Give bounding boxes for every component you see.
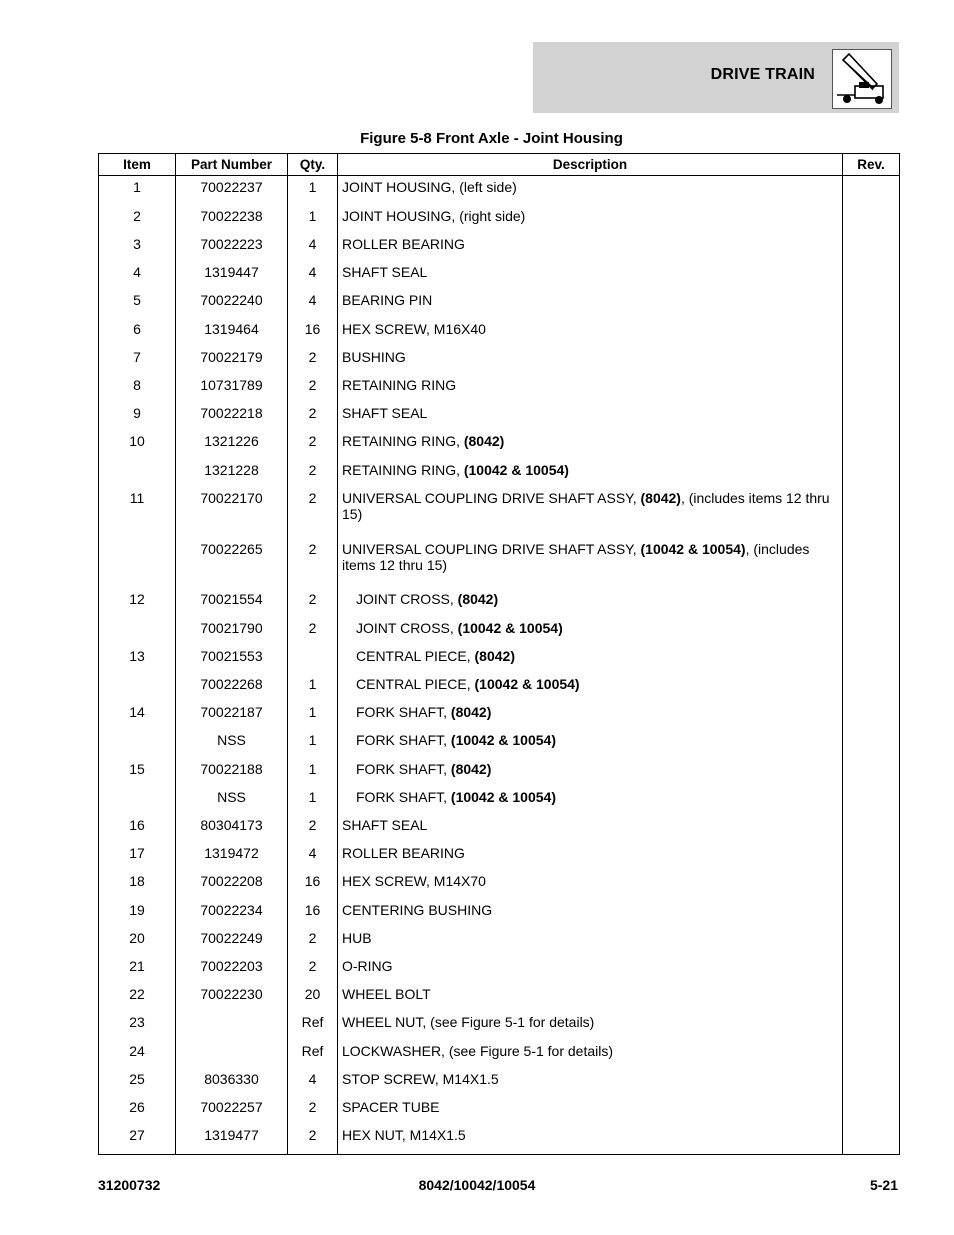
item-cell [99, 730, 176, 758]
model-applicability: (10042 & 10054) [457, 619, 563, 636]
table-row [99, 1041, 900, 1069]
description-text: SHAFT SEAL [342, 264, 428, 281]
description-text: O-RING [342, 958, 393, 975]
part-number-cell: 70022170 [176, 488, 288, 539]
qty-cell: 1 [288, 176, 338, 206]
description-cell [338, 460, 843, 488]
table-row [99, 460, 900, 488]
table-row [99, 871, 900, 899]
item-cell: 22 [99, 984, 176, 1012]
table-row [99, 730, 900, 758]
vehicle-drivetrain-icon [832, 49, 892, 109]
qty-cell: 1 [288, 702, 338, 730]
item-cell: 20 [99, 928, 176, 956]
table-row [99, 618, 900, 646]
part-number-cell: 70022188 [176, 759, 288, 787]
qty-cell: 16 [288, 900, 338, 928]
column-header-description: Description [338, 154, 843, 176]
description-text: ROLLER BEARING [342, 845, 465, 862]
model-numbers: 8042/10042/10054 [418, 1177, 536, 1193]
model-applicability: (8042) [463, 433, 505, 450]
item-cell: 3 [99, 234, 176, 262]
description-cell [338, 176, 843, 206]
description-cell [338, 539, 843, 590]
table-row [99, 403, 900, 431]
qty-cell: 4 [288, 843, 338, 871]
empty-cell [99, 1153, 176, 1154]
description-cell [338, 290, 843, 318]
item-cell: 25 [99, 1069, 176, 1097]
rev-cell [843, 1125, 900, 1153]
description-cell [338, 900, 843, 928]
description-cell [338, 262, 843, 290]
description-cell [338, 843, 843, 871]
part-number-cell: 80304173 [176, 815, 288, 843]
document-number: 31200732 [98, 1177, 161, 1193]
item-cell: 8 [99, 375, 176, 403]
empty-cell [338, 1153, 843, 1154]
description-cell [338, 646, 843, 674]
parts-table-body [99, 176, 900, 1155]
rev-cell [843, 403, 900, 431]
description-text: ROLLER BEARING [342, 236, 465, 253]
table-row [99, 347, 900, 375]
qty-cell: 2 [288, 589, 338, 617]
rev-cell [843, 984, 900, 1012]
model-applicability: (10042 & 10054) [450, 788, 556, 805]
rev-cell [843, 843, 900, 871]
qty-cell: 4 [288, 290, 338, 318]
description-text: JOINT HOUSING, (right side) [342, 207, 526, 224]
part-number-cell: 70021554 [176, 589, 288, 617]
item-cell: 23 [99, 1012, 176, 1040]
description-text: FORK SHAFT, [356, 788, 451, 805]
item-cell [99, 618, 176, 646]
qty-cell: 2 [288, 460, 338, 488]
item-cell: 1 [99, 176, 176, 206]
item-cell [99, 674, 176, 702]
description-cell [338, 702, 843, 730]
table-row [99, 815, 900, 843]
part-number-cell: 1321226 [176, 431, 288, 459]
qty-cell: 16 [288, 871, 338, 899]
description-text: FORK SHAFT, [356, 704, 451, 721]
item-cell [99, 539, 176, 590]
description-text: UNIVERSAL COUPLING DRIVE SHAFT ASSY, [342, 489, 641, 506]
qty-cell: 1 [288, 787, 338, 815]
part-number-cell: 70022257 [176, 1097, 288, 1125]
description-cell [338, 488, 843, 539]
item-cell: 12 [99, 589, 176, 617]
rev-cell [843, 787, 900, 815]
qty-cell: 2 [288, 431, 338, 459]
description-cell [338, 928, 843, 956]
table-row [99, 1125, 900, 1153]
part-number-cell: 1319464 [176, 319, 288, 347]
description-cell [338, 759, 843, 787]
qty-cell: 16 [288, 319, 338, 347]
column-header-item: Item [99, 154, 176, 176]
description-cell [338, 871, 843, 899]
description-cell [338, 206, 843, 234]
section-header [533, 42, 899, 113]
qty-cell: 1 [288, 730, 338, 758]
table-row [99, 702, 900, 730]
qty-cell: 2 [288, 488, 338, 539]
item-cell: 18 [99, 871, 176, 899]
description-cell [338, 347, 843, 375]
table-row [99, 539, 900, 590]
page-number: 5-21 [869, 1177, 898, 1193]
part-number-cell: 70022234 [176, 900, 288, 928]
description-cell [338, 1012, 843, 1040]
description-cell [338, 730, 843, 758]
qty-cell: 2 [288, 956, 338, 984]
description-text: JOINT HOUSING, (left side) [342, 179, 517, 195]
part-number-cell: 70022223 [176, 234, 288, 262]
model-applicability: (8042) [457, 591, 499, 608]
item-cell: 24 [99, 1041, 176, 1069]
rev-cell [843, 1097, 900, 1125]
item-cell: 27 [99, 1125, 176, 1153]
description-cell [338, 431, 843, 459]
description-text: FORK SHAFT, [356, 760, 451, 777]
table-row [99, 176, 900, 206]
part-number-cell: 1319447 [176, 262, 288, 290]
description-text: RETAINING RING [342, 377, 457, 394]
table-row [99, 206, 900, 234]
rev-cell [843, 488, 900, 539]
description-text: JOINT CROSS, [356, 619, 458, 636]
qty-cell: Ref [288, 1041, 338, 1069]
empty-cell [176, 1153, 288, 1154]
rev-cell [843, 815, 900, 843]
item-cell: 13 [99, 646, 176, 674]
item-cell: 16 [99, 815, 176, 843]
description-cell [338, 956, 843, 984]
part-number-cell: 70022240 [176, 290, 288, 318]
part-number-cell [176, 1041, 288, 1069]
table-row [99, 900, 900, 928]
part-number-cell: 70022265 [176, 539, 288, 590]
description-text: HEX NUT, M14X1.5 [342, 1127, 466, 1144]
description-text: HUB [342, 929, 372, 946]
qty-cell: 2 [288, 928, 338, 956]
qty-cell: 2 [288, 618, 338, 646]
description-text: SPACER TUBE [342, 1099, 440, 1116]
qty-cell: 4 [288, 234, 338, 262]
item-cell: 9 [99, 403, 176, 431]
description-text: RETAINING RING, [342, 461, 464, 478]
qty-cell: 2 [288, 539, 338, 590]
rev-cell [843, 539, 900, 590]
table-row [99, 674, 900, 702]
table-row [99, 956, 900, 984]
table-row [99, 1069, 900, 1097]
description-text: SHAFT SEAL [342, 817, 428, 834]
description-text: , (includes items 12 thru 15) [342, 540, 810, 573]
description-text: CENTERING BUSHING [342, 901, 493, 918]
table-row [99, 375, 900, 403]
parts-table [98, 153, 900, 1155]
description-cell [338, 1041, 843, 1069]
qty-cell: 1 [288, 759, 338, 787]
description-text: HEX SCREW, M16X40 [342, 320, 486, 337]
description-text: SHAFT SEAL [342, 405, 428, 422]
part-number-cell: 70021790 [176, 618, 288, 646]
table-header-row [99, 154, 900, 176]
table-row [99, 928, 900, 956]
model-applicability: (10042 & 10054) [640, 540, 746, 557]
table-row [99, 787, 900, 815]
table-row [99, 759, 900, 787]
rev-cell [843, 956, 900, 984]
description-cell [338, 403, 843, 431]
rev-cell [843, 730, 900, 758]
qty-cell: 2 [288, 403, 338, 431]
description-cell [338, 1125, 843, 1153]
model-applicability: (8042) [450, 760, 492, 777]
rev-cell [843, 589, 900, 617]
model-applicability: (10042 & 10054) [450, 732, 556, 749]
empty-cell [843, 1153, 900, 1154]
item-cell: 15 [99, 759, 176, 787]
rev-cell [843, 262, 900, 290]
part-number-cell: 70022179 [176, 347, 288, 375]
description-text: , (includes items 12 thru 15) [342, 489, 830, 522]
description-text: RETAINING RING, [342, 433, 464, 450]
part-number-cell: 8036330 [176, 1069, 288, 1097]
item-cell: 26 [99, 1097, 176, 1125]
description-text: CENTRAL PIECE, [356, 647, 475, 664]
table-filler-row [99, 1153, 900, 1154]
description-cell [338, 234, 843, 262]
rev-cell [843, 460, 900, 488]
qty-cell: 2 [288, 1125, 338, 1153]
qty-cell: 2 [288, 815, 338, 843]
description-text: FORK SHAFT, [356, 732, 451, 749]
rev-cell [843, 759, 900, 787]
description-text: LOCKWASHER, (see Figure 5-1 for details) [342, 1042, 614, 1059]
part-number-cell: 70021553 [176, 646, 288, 674]
description-cell [338, 618, 843, 646]
description-text: WHEEL NUT, (see Figure 5-1 for details) [342, 1014, 595, 1031]
table-row [99, 290, 900, 318]
part-number-cell: NSS [176, 730, 288, 758]
description-text: WHEEL BOLT [342, 986, 431, 1003]
description-cell [338, 1069, 843, 1097]
description-cell [338, 815, 843, 843]
rev-cell [843, 702, 900, 730]
item-cell: 17 [99, 843, 176, 871]
rev-cell [843, 319, 900, 347]
table-row [99, 1097, 900, 1125]
part-number-cell: 70022187 [176, 702, 288, 730]
item-cell: 2 [99, 206, 176, 234]
description-text: CENTRAL PIECE, [356, 676, 475, 693]
description-cell [338, 375, 843, 403]
item-cell: 21 [99, 956, 176, 984]
column-header-rev: Rev. [843, 154, 900, 176]
table-row [99, 431, 900, 459]
column-header-qty: Qty. [288, 154, 338, 176]
rev-cell [843, 618, 900, 646]
rev-cell [843, 674, 900, 702]
item-cell: 6 [99, 319, 176, 347]
description-text: BUSHING [342, 348, 406, 365]
description-cell [338, 787, 843, 815]
description-text: BEARING PIN [342, 292, 433, 309]
rev-cell [843, 1069, 900, 1097]
table-row [99, 319, 900, 347]
item-cell: 5 [99, 290, 176, 318]
model-applicability: (8042) [640, 489, 681, 506]
table-row [99, 984, 900, 1012]
item-cell: 14 [99, 702, 176, 730]
item-cell [99, 460, 176, 488]
part-number-cell [176, 1012, 288, 1040]
rev-cell [843, 646, 900, 674]
description-text: STOP SCREW, M14X1.5 [342, 1070, 499, 1087]
part-number-cell: NSS [176, 787, 288, 815]
model-applicability: (10042 & 10054) [474, 676, 580, 693]
rev-cell [843, 1012, 900, 1040]
qty-cell: 1 [288, 206, 338, 234]
description-cell [338, 674, 843, 702]
description-text: UNIVERSAL COUPLING DRIVE SHAFT ASSY, [342, 540, 641, 557]
section-title: DRIVE TRAIN [710, 66, 815, 83]
part-number-cell: 70022268 [176, 674, 288, 702]
item-cell: 4 [99, 262, 176, 290]
rev-cell [843, 206, 900, 234]
qty-cell: 4 [288, 262, 338, 290]
item-cell: 19 [99, 900, 176, 928]
description-text: HEX SCREW, M14X70 [342, 873, 486, 890]
qty-cell: Ref [288, 1012, 338, 1040]
part-number-cell: 70022218 [176, 403, 288, 431]
table-row [99, 843, 900, 871]
figure-title: Figure 5-8 Front Axle - Joint Housing [360, 130, 623, 147]
qty-cell [288, 646, 338, 674]
rev-cell [843, 347, 900, 375]
qty-cell: 2 [288, 347, 338, 375]
table-row [99, 1012, 900, 1040]
rev-cell [843, 176, 900, 206]
description-text: JOINT CROSS, [356, 591, 458, 608]
table-row [99, 646, 900, 674]
part-number-cell: 1319472 [176, 843, 288, 871]
rev-cell [843, 234, 900, 262]
part-number-cell: 70022230 [176, 984, 288, 1012]
model-applicability: (10042 & 10054) [463, 461, 569, 478]
column-header-part-number: Part Number [176, 154, 288, 176]
rev-cell [843, 290, 900, 318]
part-number-cell: 70022237 [176, 176, 288, 206]
part-number-cell: 1319477 [176, 1125, 288, 1153]
part-number-cell: 1321228 [176, 460, 288, 488]
rev-cell [843, 928, 900, 956]
item-cell: 10 [99, 431, 176, 459]
empty-cell [288, 1153, 338, 1154]
item-cell: 7 [99, 347, 176, 375]
rev-cell [843, 375, 900, 403]
rev-cell [843, 871, 900, 899]
description-cell [338, 984, 843, 1012]
qty-cell: 2 [288, 1097, 338, 1125]
rev-cell [843, 1041, 900, 1069]
part-number-cell: 70022249 [176, 928, 288, 956]
part-number-cell: 10731789 [176, 375, 288, 403]
table-row [99, 488, 900, 539]
description-cell [338, 1097, 843, 1125]
part-number-cell: 70022238 [176, 206, 288, 234]
table-row [99, 262, 900, 290]
table-row [99, 589, 900, 617]
description-cell [338, 589, 843, 617]
part-number-cell: 70022203 [176, 956, 288, 984]
table-row [99, 234, 900, 262]
description-cell [338, 319, 843, 347]
qty-cell: 2 [288, 375, 338, 403]
qty-cell: 20 [288, 984, 338, 1012]
rev-cell [843, 900, 900, 928]
part-number-cell: 70022208 [176, 871, 288, 899]
model-applicability: (8042) [474, 647, 515, 664]
model-applicability: (8042) [450, 704, 492, 721]
item-cell: 11 [99, 488, 176, 539]
qty-cell: 1 [288, 674, 338, 702]
rev-cell [843, 431, 900, 459]
qty-cell: 4 [288, 1069, 338, 1097]
item-cell [99, 787, 176, 815]
